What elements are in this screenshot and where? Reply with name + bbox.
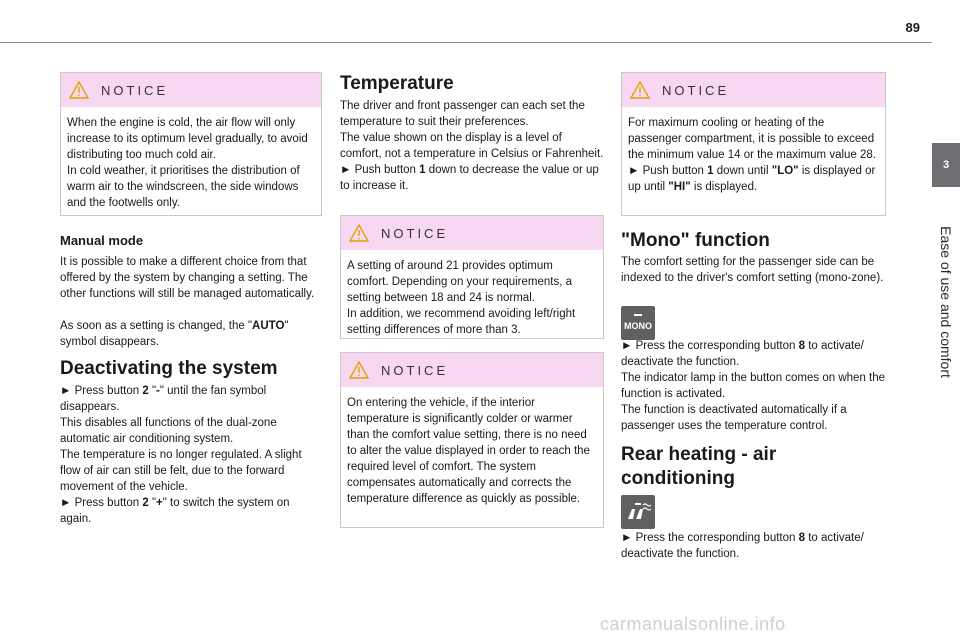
notice-text: In addition, we recommend avoiding left/right setting differences of more than 3. (347, 308, 576, 336)
notice-text: For maximum cooling or heating of the passenger compartment, it is possible to exceed the minimum value 14 or the maximum value 28. (628, 117, 876, 161)
paragraph: The value shown on the display is a level of comfort, not a temperature in Celsius or Fahrenheit. (340, 132, 604, 160)
manual-mode-heading: Manual mode (60, 233, 144, 248)
notice-text: On entering the vehicle, if the interior temperature is significantly colder or warmer than the comfort value setting, there is no need to alter the value displayed in order to reach the required level of comfort. The system compensates automatically and corrects the temperature difference as quickly as possible. (347, 397, 590, 505)
mono-text: The comfort setting for the passenger side can be indexed to the driver's comfort setting (mono-zone). (621, 256, 884, 284)
notice-box (60, 72, 322, 216)
button-number: 1 (419, 164, 426, 176)
step-text (621, 338, 886, 370)
text-run: " to switch the system on again. (60, 497, 290, 525)
text-run: to activate/ deactivate the function. (621, 532, 864, 560)
notice-body (341, 250, 603, 344)
notice-header (622, 73, 885, 107)
button-number: 1 (707, 165, 714, 177)
mono-icon-label: MONO (624, 321, 652, 331)
warning-icon (349, 361, 369, 379)
mono-button-icon (621, 306, 655, 340)
notice-title: NOTICE (662, 83, 730, 98)
button-number: 2 (142, 497, 149, 509)
mono-heading: "Mono" function (621, 230, 770, 251)
chapter-title-text: Ease of use and comfort (938, 226, 955, 378)
indicator-lamp-icon (634, 314, 642, 316)
notice-body (61, 107, 321, 217)
notice-title: NOTICE (381, 363, 449, 378)
text-run: ► Press the corresponding button (621, 340, 799, 352)
auto-label: AUTO (252, 320, 285, 332)
paragraph: The indicator lamp in the button comes on when the function is activated. (621, 372, 886, 400)
rear-heating-step (621, 530, 886, 562)
mono-steps (621, 338, 886, 434)
text-run: ► Press button (60, 385, 143, 397)
lo-label: "LO" (771, 165, 799, 177)
step-text (628, 163, 879, 195)
notice-body (622, 107, 885, 201)
text-run: to activate/ deactivate the function. (621, 340, 864, 368)
watermark: carmanualsonline.info (600, 614, 786, 634)
hi-label: "HI" (668, 181, 691, 193)
paragraph: The function is deactivated automatically if a passenger uses the temperature control. (621, 404, 847, 432)
text-run: " symbol disappears. (60, 320, 289, 348)
temperature-heading: Temperature (340, 73, 454, 94)
text-run: down to decrease the value or up to increase it. (340, 164, 599, 192)
notice-text: In cold weather, it prioritises the distribution of warm air to the windscreen, the side windows and the footwells only. (67, 165, 300, 209)
warning-icon (349, 224, 369, 242)
text-run: " (148, 497, 157, 509)
button-symbol: + (156, 497, 163, 509)
page-number: 89 (905, 20, 920, 35)
warning-icon (69, 81, 89, 99)
text-run: " until the fan symbol disappears. (60, 385, 267, 413)
manual-mode-text: It is possible to make a different choice from that offered by the system by changing a setting. The other functions will still be managed automatically. (60, 256, 315, 300)
temperature-text (340, 98, 604, 194)
step-text (60, 383, 322, 415)
paragraph: The driver and front passenger can each set the temperature to suit their preferences. (340, 100, 585, 128)
notice-box (340, 352, 604, 528)
step-text (60, 495, 322, 527)
button-symbol: - (156, 385, 160, 397)
manual-mode-auto-text (60, 318, 322, 350)
text-run: As soon as a setting is changed, the " (60, 320, 253, 332)
chapter-title (932, 192, 960, 412)
notice-header (341, 353, 603, 387)
header-rule (0, 42, 932, 43)
button-number: 2 (142, 385, 149, 397)
button-number: 8 (798, 532, 805, 544)
text-run: ► Press button (60, 497, 143, 509)
deactivating-text (60, 383, 322, 527)
text-run: down until (713, 165, 772, 177)
paragraph: The temperature is no longer regulated. A slight flow of air can still be felt, due to the forward movement of the vehicle. (60, 449, 302, 493)
deactivating-heading: Deactivating the system (60, 358, 278, 379)
notice-title: NOTICE (381, 226, 449, 241)
text-run: ► Push button (628, 165, 708, 177)
button-number: 8 (798, 340, 805, 352)
chapter-tab: 3 (932, 143, 960, 187)
paragraph: This disables all functions of the dual-zone automatic air conditioning system. (60, 417, 277, 445)
text-run: ► Push button (340, 164, 420, 176)
notice-box (621, 72, 886, 216)
notice-body (341, 387, 603, 513)
text-run: is displayed or up until (628, 165, 876, 193)
step-text (340, 162, 604, 194)
notice-header (61, 73, 321, 107)
text-run: ► Press the corresponding button (621, 532, 799, 544)
rear-ac-button-icon (621, 495, 655, 529)
text-run: " (148, 385, 157, 397)
notice-header (341, 216, 603, 250)
rear-heating-heading: Rear heating - air conditioning (621, 444, 777, 489)
text-run: is displayed. (690, 181, 758, 193)
notice-text: A setting of around 21 provides optimum comfort. Depending on your requirements, a setting between 18 and 24 is normal. (347, 260, 573, 304)
rear-seat-airflow-icon (625, 501, 651, 523)
notice-text: When the engine is cold, the air flow will only increase to its optimum level gradually, to avoid distributing too much cold air. (67, 117, 308, 161)
warning-icon (630, 81, 650, 99)
notice-box (340, 215, 604, 339)
notice-title: NOTICE (101, 83, 169, 98)
